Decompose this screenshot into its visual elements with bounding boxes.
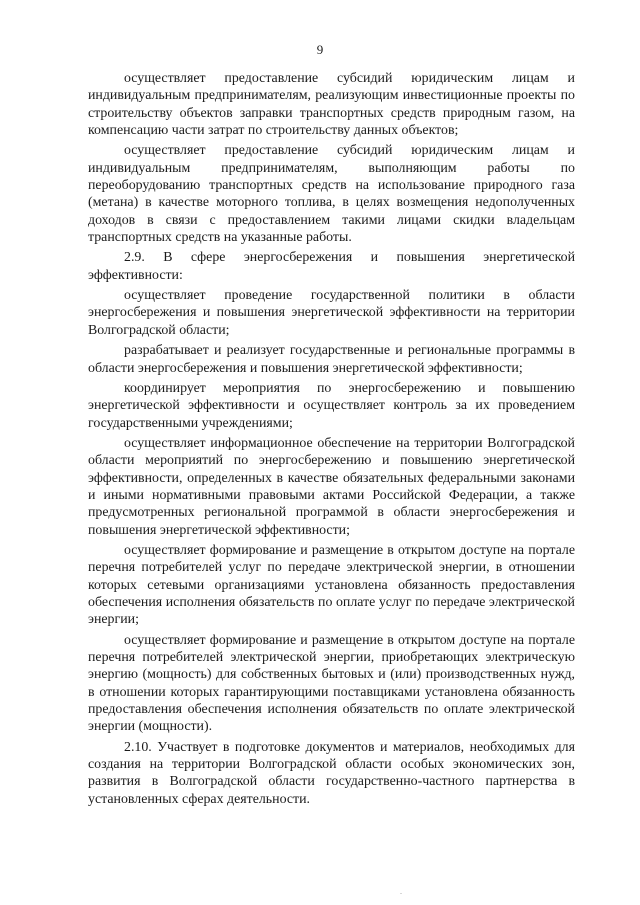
section-2-10: 2.10. Участвует в подготовке документов и материалов, необходимых для создания на территории Волгоградской области особых экономических зон, развития в Волгоградской области государственно-частного партнерства в установленных сферах деятельности. xyxy=(88,739,575,807)
paragraph-programs: разрабатывает и реализует государственные и региональные программы в области энергосбережения и повышения энергетической эффективности; xyxy=(88,343,575,376)
paragraph-subsidy-vehicle-conversion: осуществляет предоставление субсидий юридическим лицам и индивидуальным предпринимателям, выполняющим работы по переоборудованию транспортных средств на использование природного газа (метана) в качестве моторного топлива, в целях возмещения недополученных доходов в связи с предоставлением такими лицами скидки владельцам транспортных средств на указанные работы. xyxy=(88,143,575,245)
scan-speck: . xyxy=(400,887,402,896)
document-body xyxy=(88,70,575,808)
paragraph-consumer-list-energy: осуществляет формирование и размещение в открытом доступе на портале перечня потребителей электрической энергии, приобретающих электрическую энергию (мощность) для собственных бытовых и (или) производственных нужд, в отношении которых гарантирующими поставщиками установлена обязанность предоставления обеспечения исполнения обязательств по оплате электрической энергии (мощности). xyxy=(88,632,575,735)
paragraph-information-support: осуществляет информационное обеспечение на территории Волгоградской области мероприятий по энергосбережению и повышению энергетической эффективности, определенных в качестве обязательных федеральными законами и иными нормативными правовыми актами Российской Федерации, а также предусмотренных региональной программой в области энергосбережения и повышения энергетической эффективности; xyxy=(88,436,575,538)
paragraph-subsidy-gas-stations: осуществляет предоставление субсидий юридическим лицам и индивидуальным предпринимателям, реализующим инвестиционные проекты по строительству объектов заправки транспортных средств природным газом, на компенсацию части затрат по строительству данных объектов; xyxy=(88,71,575,138)
paragraph-consumer-list-grid: осуществляет формирование и размещение в открытом доступе на портале перечня потребителей услуг по передаче электрической энергии, в отношении которых сетевыми организациями установлена обязанность предоставления обеспечения исполнения обязательств по оплате услуг по передаче электрической энергии; xyxy=(88,543,575,628)
paragraph-state-policy: осуществляет проведение государственной политики в области энергосбережения и повышения энергетической эффективности на территории Волгоградской области; xyxy=(88,288,575,338)
paragraph-coordination: координирует мероприятия по энергосбережению и повышению энергетической эффективности и осуществляет контроль за их проведением государственными учреждениями; xyxy=(88,380,575,431)
page-number: 9 xyxy=(316,42,324,57)
section-heading-2-9: 2.9. В сфере энергосбережения и повышения энергетической эффективности: xyxy=(88,250,575,283)
